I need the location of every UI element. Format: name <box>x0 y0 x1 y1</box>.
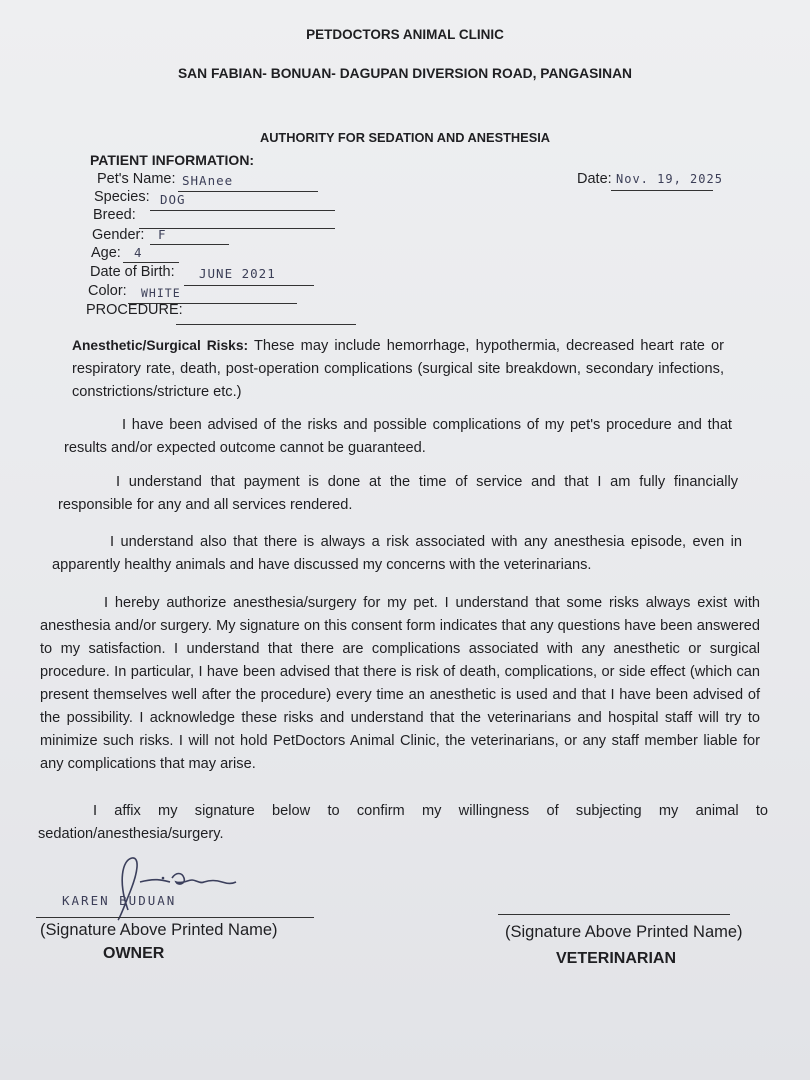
dob-value[interactable]: JUNE 2021 <box>199 266 276 281</box>
age-line <box>123 262 179 263</box>
owner-signature-line <box>36 917 314 918</box>
age-value[interactable]: 4 <box>134 245 143 260</box>
species-value[interactable]: DOG <box>160 192 186 207</box>
vet-role: VETERINARIAN <box>556 950 677 967</box>
clinic-name: PETDOCTORS ANIMAL CLINIC <box>306 27 504 42</box>
gender-value[interactable]: F <box>158 227 167 242</box>
risks-heading: Anesthetic/Surgical Risks: <box>72 338 249 353</box>
paragraph-risk: I understand also that there is always a risk associated with any anesthesia episode, even in apparently healthy animals and have discussed my concerns with the veterinarians. <box>52 534 742 573</box>
gender-label: Gender: <box>92 227 145 243</box>
pets-name-value[interactable]: SHAnee <box>182 173 234 188</box>
owner-printed-name[interactable]: KAREN BUDUAN <box>62 893 177 908</box>
breed-line <box>139 228 335 229</box>
owner-role: OWNER <box>103 945 165 962</box>
paragraph-authorize: I hereby authorize anesthesia/surgery for my pet. I understand that some risks always exist with anesthesia and/or surgery. My signature on this consent form indicates that any questions have been answered to my satisfaction. I understand that there are complications associated with any anesthetic or surgical procedure. In particular, I have been advised that there is risk of death, complications, or side effect (which can present themselves well after the procedure) every time an anesthetic is used and that I have been advised of the possibility. I acknowledge these risks and understand that the veterinarians and hospital staff will try to minimize such risks. I will not hold PetDoctors Animal Clinic, the veterinarians, or any staff member liable for any complications that may arise. <box>40 595 760 772</box>
dob-line <box>184 285 314 286</box>
owner-signature-scribble <box>60 852 280 922</box>
form-title: AUTHORITY FOR SEDATION AND ANESTHESIA <box>259 130 551 145</box>
species-label: Species: <box>94 189 150 205</box>
clinic-address: SAN FABIAN- BONUAN- DAGUPAN DIVERSION ROAD, PANGASINAN <box>177 66 633 81</box>
procedure-label: PROCEDURE: <box>86 302 183 318</box>
patient-info-heading: PATIENT INFORMATION: <box>90 152 255 168</box>
dob-label: Date of Birth: <box>90 264 175 280</box>
procedure-line <box>176 324 356 325</box>
paragraph-affix: I affix my signature below to confirm my willingness of subjecting my animal to sedation/anesthesia/surgery. <box>38 803 768 842</box>
risks-paragraph <box>72 334 724 404</box>
date-line <box>611 190 713 191</box>
age-label: Age: <box>91 245 121 261</box>
species-line <box>150 210 335 211</box>
paragraph-advised: I have been advised of the risks and possible complications of my pet's procedure and that results and/or expected outcome cannot be guaranteed. <box>64 417 732 456</box>
date-label: Date: <box>577 171 612 187</box>
risks-text: These may include hemorrhage, hypothermia, decreased heart rate or respiratory rate, death, post-operation complications (surgical site breakdown, secondary infections, constrictions/stricture etc.) <box>72 338 724 400</box>
pets-name-label: Pet's Name: <box>97 171 176 187</box>
breed-label: Breed: <box>93 207 136 223</box>
date-value[interactable]: Nov. 19, 2025 <box>616 172 723 186</box>
color-value[interactable]: WHITE <box>141 286 181 300</box>
gender-line <box>150 244 229 245</box>
vet-signature-line <box>498 914 730 915</box>
pets-name-line <box>178 191 318 192</box>
color-label: Color: <box>88 283 127 299</box>
paragraph-payment: I understand that payment is done at the time of service and that I am fully financially responsible for any and all services rendered. <box>58 474 738 513</box>
owner-signature-label: (Signature Above Printed Name) <box>40 921 278 939</box>
vet-signature-label: (Signature Above Printed Name) <box>505 923 743 941</box>
